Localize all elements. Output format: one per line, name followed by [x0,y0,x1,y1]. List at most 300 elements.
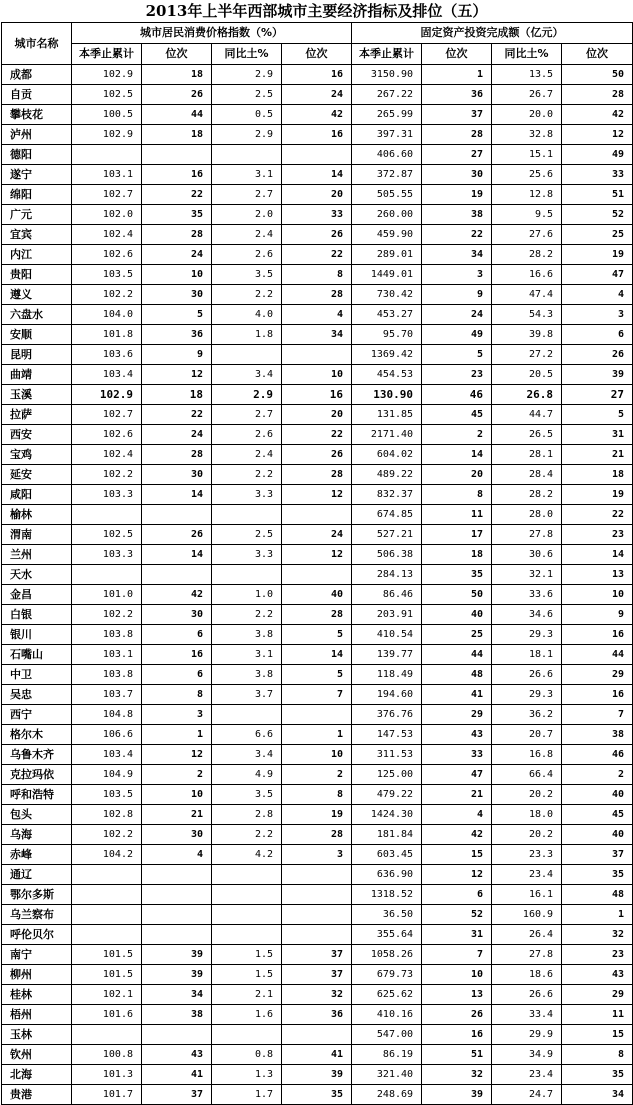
cpi-yoy-cell: 2.4 [212,445,282,465]
fai-yoy-cell: 25.6 [492,165,562,185]
fai-rank-cell: 15 [422,845,492,865]
cpi-yoy-cell: 3.1 [212,165,282,185]
fai-yoy-cell: 33.4 [492,1005,562,1025]
fai-cumulative-cell: 832.37 [352,485,422,505]
table-row [2,805,633,825]
city-cell: 梧州 [2,1005,72,1025]
fai-yoy-cell: 18.1 [492,645,562,665]
table-row [2,105,633,125]
table-row [2,365,633,385]
fai-yoy-rank-cell: 51 [562,185,633,205]
fai-yoy-rank-cell: 46 [562,745,633,765]
table-row [2,965,633,985]
cpi-yoy-rank-cell: 36 [282,1005,352,1025]
fai-rank-cell: 34 [422,245,492,265]
city-cell: 宝鸡 [2,445,72,465]
cpi-yoy-rank-cell: 22 [282,245,352,265]
fai-rank-cell: 37 [422,105,492,125]
table-row [2,865,633,885]
fai-rank-cell: 20 [422,465,492,485]
cpi-cumulative-cell: 101.6 [72,1005,142,1025]
cpi-yoy-cell: 2.2 [212,825,282,845]
fai-yoy-rank-cell: 6 [562,325,633,345]
cpi-rank-cell: 30 [142,605,212,625]
fai-yoy-cell: 28.2 [492,245,562,265]
cpi-yoy-rank-cell: 35 [282,1085,352,1105]
fai-yoy-rank-cell: 42 [562,105,633,125]
cpi-rank-cell: 9 [142,345,212,365]
city-cell: 宜宾 [2,225,72,245]
cpi-cumulative-cell [72,865,142,885]
fai-yoy-rank-cell: 47 [562,265,633,285]
cpi-cumulative-cell [72,1025,142,1045]
cpi-yoy-cell: 1.8 [212,325,282,345]
fai-yoy-rank-cell: 40 [562,825,633,845]
cpi-cumulative-cell: 102.6 [72,245,142,265]
cpi-cumulative-cell: 100.5 [72,105,142,125]
cpi-cumulative-cell: 102.1 [72,985,142,1005]
cpi-yoy-cell: 3.8 [212,625,282,645]
fai-rank-cell: 31 [422,925,492,945]
cpi-yoy-rank-cell: 37 [282,945,352,965]
header-cpi-yoy: 同比土% [212,44,282,65]
cpi-yoy-rank-cell: 16 [282,385,352,405]
cpi-rank-cell: 41 [142,1065,212,1085]
cpi-cumulative-cell: 101.5 [72,965,142,985]
header-fai-rank: 位次 [422,44,492,65]
fai-yoy-rank-cell: 33 [562,165,633,185]
cpi-yoy-cell: 1.5 [212,945,282,965]
cpi-cumulative-cell: 103.7 [72,685,142,705]
fai-cumulative-cell: 410.16 [352,1005,422,1025]
fai-yoy-cell: 29.9 [492,1025,562,1045]
cpi-yoy-rank-cell: 2 [282,765,352,785]
cpi-rank-cell [142,1025,212,1045]
economic-indicators-table [1,22,633,1105]
table-row [2,425,633,445]
cpi-yoy-rank-cell: 32 [282,985,352,1005]
cpi-yoy-cell: 1.0 [212,585,282,605]
fai-yoy-cell: 16.6 [492,265,562,285]
city-cell: 西安 [2,425,72,445]
fai-rank-cell: 25 [422,625,492,645]
fai-cumulative-cell: 260.00 [352,205,422,225]
header-cpi-rank: 位次 [142,44,212,65]
table-row [2,185,633,205]
cpi-rank-cell: 30 [142,825,212,845]
fai-yoy-cell: 28.0 [492,505,562,525]
table-row [2,845,633,865]
cpi-cumulative-cell: 103.8 [72,665,142,685]
fai-cumulative-cell: 527.21 [352,525,422,545]
cpi-yoy-rank-cell: 26 [282,445,352,465]
cpi-yoy-cell: 3.3 [212,545,282,565]
fai-cumulative-cell: 95.70 [352,325,422,345]
fai-rank-cell: 7 [422,945,492,965]
fai-rank-cell: 35 [422,565,492,585]
fai-yoy-cell: 26.4 [492,925,562,945]
table-row [2,1025,633,1045]
fai-rank-cell: 26 [422,1005,492,1025]
cpi-yoy-cell: 2.7 [212,405,282,425]
cpi-cumulative-cell: 103.8 [72,625,142,645]
city-cell: 贵港 [2,1085,72,1105]
cpi-rank-cell: 18 [142,65,212,85]
fai-cumulative-cell: 86.19 [352,1045,422,1065]
cpi-rank-cell: 3 [142,705,212,725]
fai-yoy-cell: 9.5 [492,205,562,225]
cpi-yoy-cell [212,565,282,585]
city-cell: 乌海 [2,825,72,845]
city-cell: 白银 [2,605,72,625]
fai-rank-cell: 38 [422,205,492,225]
cpi-yoy-rank-cell: 5 [282,665,352,685]
cpi-yoy-cell: 4.9 [212,765,282,785]
cpi-cumulative-cell: 102.2 [72,605,142,625]
fai-yoy-cell: 26.6 [492,665,562,685]
fai-cumulative-cell: 311.53 [352,745,422,765]
cpi-cumulative-cell: 102.2 [72,465,142,485]
cpi-cumulative-cell: 104.2 [72,845,142,865]
cpi-rank-cell: 43 [142,1045,212,1065]
fai-yoy-rank-cell: 48 [562,885,633,905]
header-cpi-cumulative: 本季止累计 [72,44,142,65]
table-row [2,905,633,925]
table-row [2,125,633,145]
fai-cumulative-cell: 147.53 [352,725,422,745]
city-cell: 延安 [2,465,72,485]
city-cell: 银川 [2,625,72,645]
table-row [2,645,633,665]
cpi-rank-cell: 2 [142,765,212,785]
cpi-cumulative-cell: 102.6 [72,425,142,445]
table-row [2,505,633,525]
city-cell: 榆林 [2,505,72,525]
cpi-rank-cell: 28 [142,445,212,465]
fai-yoy-cell: 33.6 [492,585,562,605]
cpi-cumulative-cell [72,905,142,925]
cpi-rank-cell [142,925,212,945]
cpi-rank-cell [142,565,212,585]
city-cell: 遂宁 [2,165,72,185]
fai-rank-cell: 50 [422,585,492,605]
cpi-yoy-rank-cell: 4 [282,305,352,325]
fai-yoy-cell: 32.1 [492,565,562,585]
cpi-yoy-rank-cell: 24 [282,85,352,105]
fai-yoy-cell: 18.0 [492,805,562,825]
table-row [2,245,633,265]
fai-cumulative-cell: 505.55 [352,185,422,205]
fai-yoy-cell: 18.6 [492,965,562,985]
cpi-cumulative-cell: 102.9 [72,65,142,85]
cpi-yoy-cell: 2.8 [212,805,282,825]
city-cell: 德阳 [2,145,72,165]
fai-yoy-cell: 27.2 [492,345,562,365]
fai-rank-cell: 45 [422,405,492,425]
fai-yoy-rank-cell: 5 [562,405,633,425]
fai-rank-cell: 28 [422,125,492,145]
fai-cumulative-cell: 267.22 [352,85,422,105]
city-cell: 桂林 [2,985,72,1005]
table-body [2,65,633,1105]
table-row [2,985,633,1005]
cpi-cumulative-cell: 103.5 [72,265,142,285]
fai-yoy-cell: 44.7 [492,405,562,425]
fai-yoy-rank-cell: 7 [562,705,633,725]
cpi-rank-cell: 22 [142,405,212,425]
fai-rank-cell: 29 [422,705,492,725]
fai-cumulative-cell: 321.40 [352,1065,422,1085]
cpi-yoy-rank-cell: 42 [282,105,352,125]
fai-yoy-rank-cell: 26 [562,345,633,365]
table-row [2,885,633,905]
cpi-cumulative-cell: 104.0 [72,305,142,325]
fai-cumulative-cell: 86.46 [352,585,422,605]
cpi-rank-cell: 22 [142,185,212,205]
cpi-cumulative-cell: 106.6 [72,725,142,745]
fai-cumulative-cell: 118.49 [352,665,422,685]
city-cell: 通辽 [2,865,72,885]
cpi-yoy-rank-cell [282,865,352,885]
fai-yoy-cell: 20.2 [492,785,562,805]
cpi-yoy-rank-cell: 22 [282,425,352,445]
fai-yoy-cell: 27.8 [492,945,562,965]
fai-rank-cell: 17 [422,525,492,545]
fai-rank-cell: 44 [422,645,492,665]
table-row [2,205,633,225]
cpi-yoy-rank-cell: 12 [282,545,352,565]
fai-yoy-cell: 28.4 [492,465,562,485]
cpi-cumulative-cell: 102.4 [72,445,142,465]
city-cell: 拉萨 [2,405,72,425]
fai-rank-cell: 41 [422,685,492,705]
cpi-rank-cell: 30 [142,465,212,485]
fai-yoy-rank-cell: 18 [562,465,633,485]
city-cell: 南宁 [2,945,72,965]
cpi-yoy-rank-cell: 14 [282,165,352,185]
fai-rank-cell: 16 [422,1025,492,1045]
cpi-yoy-rank-cell: 19 [282,805,352,825]
fai-yoy-cell: 27.8 [492,525,562,545]
fai-yoy-cell: 16.1 [492,885,562,905]
fai-rank-cell: 23 [422,365,492,385]
table-row [2,925,633,945]
cpi-yoy-rank-cell: 16 [282,65,352,85]
fai-cumulative-cell: 397.31 [352,125,422,145]
cpi-yoy-cell: 2.4 [212,225,282,245]
cpi-yoy-cell: 2.6 [212,425,282,445]
fai-yoy-rank-cell: 32 [562,925,633,945]
cpi-cumulative-cell: 103.4 [72,365,142,385]
fai-rank-cell: 32 [422,1065,492,1085]
fai-cumulative-cell: 181.84 [352,825,422,845]
cpi-yoy-cell: 2.0 [212,205,282,225]
city-cell: 赤峰 [2,845,72,865]
cpi-yoy-cell [212,905,282,925]
cpi-yoy-cell: 1.5 [212,965,282,985]
cpi-cumulative-cell [72,885,142,905]
cpi-rank-cell [142,885,212,905]
cpi-yoy-rank-cell: 20 [282,185,352,205]
fai-rank-cell: 14 [422,445,492,465]
city-cell: 玉林 [2,1025,72,1045]
city-cell: 遵义 [2,285,72,305]
cpi-yoy-rank-cell: 28 [282,605,352,625]
cpi-yoy-rank-cell: 8 [282,265,352,285]
city-cell: 金昌 [2,585,72,605]
cpi-cumulative-cell: 102.9 [72,385,142,405]
fai-cumulative-cell: 194.60 [352,685,422,705]
cpi-cumulative-cell: 103.3 [72,485,142,505]
cpi-rank-cell: 10 [142,265,212,285]
fai-rank-cell: 1 [422,65,492,85]
cpi-rank-cell: 24 [142,245,212,265]
fai-rank-cell: 51 [422,1045,492,1065]
city-cell: 攀枝花 [2,105,72,125]
cpi-yoy-rank-cell: 24 [282,525,352,545]
fai-yoy-cell: 23.3 [492,845,562,865]
fai-yoy-rank-cell: 23 [562,945,633,965]
fai-cumulative-cell: 1369.42 [352,345,422,365]
table-row [2,705,633,725]
cpi-yoy-rank-cell: 37 [282,965,352,985]
cpi-cumulative-cell: 103.5 [72,785,142,805]
cpi-yoy-cell: 1.3 [212,1065,282,1085]
cpi-yoy-cell: 3.5 [212,265,282,285]
cpi-yoy-cell: 2.5 [212,525,282,545]
cpi-yoy-rank-cell: 39 [282,1065,352,1085]
fai-cumulative-cell: 355.64 [352,925,422,945]
table-row [2,325,633,345]
city-cell: 安顺 [2,325,72,345]
cpi-cumulative-cell: 101.0 [72,585,142,605]
table-row [2,625,633,645]
cpi-rank-cell: 14 [142,545,212,565]
cpi-rank-cell [142,505,212,525]
fai-rank-cell: 13 [422,985,492,1005]
cpi-yoy-cell: 3.1 [212,645,282,665]
fai-cumulative-cell: 1449.01 [352,265,422,285]
fai-yoy-rank-cell: 31 [562,425,633,445]
cpi-cumulative-cell: 102.5 [72,85,142,105]
cpi-yoy-rank-cell: 10 [282,365,352,385]
fai-yoy-cell: 20.5 [492,365,562,385]
fai-cumulative-cell: 604.02 [352,445,422,465]
table-row [2,65,633,85]
fai-yoy-rank-cell: 50 [562,65,633,85]
fai-yoy-rank-cell: 16 [562,625,633,645]
cpi-rank-cell: 12 [142,365,212,385]
table-row [2,785,633,805]
fai-rank-cell: 3 [422,265,492,285]
cpi-yoy-rank-cell: 8 [282,785,352,805]
fai-yoy-rank-cell: 27 [562,385,633,405]
fai-yoy-rank-cell: 23 [562,525,633,545]
fai-rank-cell: 24 [422,305,492,325]
fai-cumulative-cell: 1058.26 [352,945,422,965]
header-cpi-yoy-rank: 位次 [282,44,352,65]
fai-cumulative-cell: 459.90 [352,225,422,245]
cpi-cumulative-cell: 103.6 [72,345,142,365]
fai-cumulative-cell: 506.38 [352,545,422,565]
cpi-yoy-cell: 4.2 [212,845,282,865]
fai-cumulative-cell: 1318.52 [352,885,422,905]
cpi-yoy-rank-cell [282,345,352,365]
fai-yoy-rank-cell: 1 [562,905,633,925]
fai-cumulative-cell: 547.00 [352,1025,422,1045]
fai-yoy-cell: 27.6 [492,225,562,245]
cpi-rank-cell: 28 [142,225,212,245]
cpi-yoy-cell: 6.6 [212,725,282,745]
city-cell: 渭南 [2,525,72,545]
fai-cumulative-cell: 376.76 [352,705,422,725]
table-row [2,265,633,285]
cpi-yoy-rank-cell [282,885,352,905]
cpi-cumulative-cell [72,565,142,585]
table-row [2,285,633,305]
cpi-cumulative-cell: 102.2 [72,825,142,845]
city-cell: 绵阳 [2,185,72,205]
fai-yoy-rank-cell: 3 [562,305,633,325]
cpi-rank-cell: 34 [142,985,212,1005]
fai-cumulative-cell: 248.69 [352,1085,422,1105]
fai-yoy-rank-cell: 39 [562,365,633,385]
table-row [2,165,633,185]
cpi-cumulative-cell [72,925,142,945]
fai-yoy-cell: 13.5 [492,65,562,85]
cpi-yoy-rank-cell [282,925,352,945]
fai-yoy-rank-cell: 38 [562,725,633,745]
fai-rank-cell: 33 [422,745,492,765]
cpi-yoy-cell: 2.9 [212,65,282,85]
table-row [2,665,633,685]
city-cell: 自贡 [2,85,72,105]
cpi-cumulative-cell: 104.8 [72,705,142,725]
cpi-cumulative-cell [72,505,142,525]
table-row [2,405,633,425]
cpi-yoy-cell: 0.8 [212,1045,282,1065]
cpi-yoy-rank-cell: 28 [282,465,352,485]
fai-yoy-cell: 66.4 [492,765,562,785]
fai-cumulative-cell: 284.13 [352,565,422,585]
fai-rank-cell: 52 [422,905,492,925]
table-row [2,305,633,325]
fai-yoy-cell: 29.3 [492,625,562,645]
fai-rank-cell: 19 [422,185,492,205]
city-cell: 吴忠 [2,685,72,705]
cpi-rank-cell: 1 [142,725,212,745]
fai-yoy-cell: 39.8 [492,325,562,345]
fai-cumulative-cell: 3150.90 [352,65,422,85]
cpi-yoy-cell [212,1025,282,1045]
fai-cumulative-cell: 130.90 [352,385,422,405]
cpi-yoy-cell [212,925,282,945]
fai-rank-cell: 5 [422,345,492,365]
fai-yoy-cell: 12.8 [492,185,562,205]
fai-rank-cell: 30 [422,165,492,185]
cpi-yoy-cell: 3.7 [212,685,282,705]
city-cell: 北海 [2,1065,72,1085]
cpi-rank-cell [142,145,212,165]
fai-yoy-cell: 20.7 [492,725,562,745]
fai-yoy-rank-cell: 21 [562,445,633,465]
fai-cumulative-cell: 2171.40 [352,425,422,445]
cpi-cumulative-cell: 102.7 [72,405,142,425]
cpi-yoy-rank-cell: 10 [282,745,352,765]
fai-yoy-cell: 32.8 [492,125,562,145]
fai-yoy-rank-cell: 8 [562,1045,633,1065]
fai-cumulative-cell: 410.54 [352,625,422,645]
